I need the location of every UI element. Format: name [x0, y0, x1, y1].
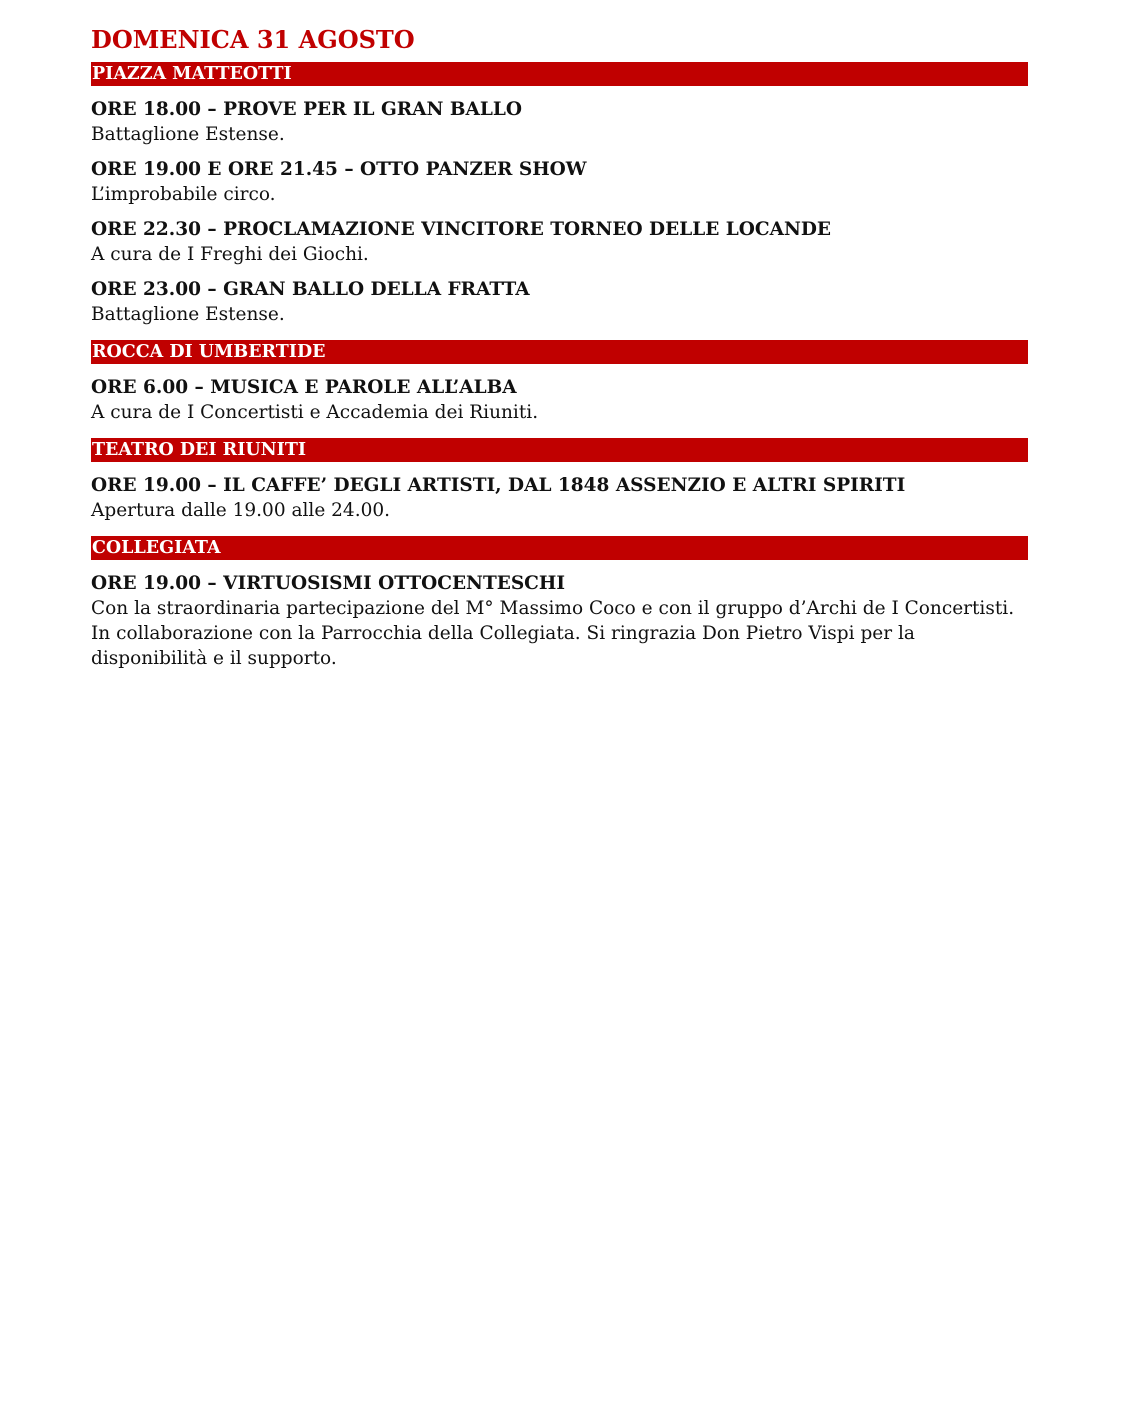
event-description: Apertura dalle 19.00 alle 24.00. [91, 500, 391, 521]
event-description: L’improbabile circo. [91, 184, 276, 205]
event-description: Battaglione Estense. [91, 304, 285, 325]
section-header: ROCCA DI UMBERTIDE [91, 340, 1028, 364]
event-description: Con la straordinaria partecipazione del M° Massimo Coco e con il gruppo d’Archi de I Concertisti. In collaborazione con la Parrocchia della Collegiata. Si ringrazia Don Pietro Vispi per la disponibilità e il supporto. [91, 598, 1015, 669]
event-item [91, 97, 1028, 147]
event-description: Battaglione Estense. [91, 124, 285, 145]
event-description: A cura de I Freghi dei Giochi. [91, 244, 369, 265]
event-title: ORE 19.00 – VIRTUOSISMI OTTOCENTESCHI [91, 573, 566, 594]
event-item [91, 157, 1028, 207]
event-item [91, 473, 1028, 523]
event-list [91, 462, 1028, 534]
program-page [91, 24, 1028, 682]
event-description: A cura de I Concertisti e Accademia dei Riuniti. [91, 402, 539, 423]
event-title: ORE 18.00 – PROVE PER IL GRAN BALLO [91, 99, 522, 120]
event-title: ORE 19.00 – IL CAFFE’ DEGLI ARTISTI, DAL 1848 ASSENZIO E ALTRI SPIRITI [91, 475, 906, 496]
event-list [91, 560, 1028, 682]
event-list [91, 364, 1028, 436]
section-header: TEATRO DEI RIUNITI [91, 438, 1028, 462]
event-item [91, 277, 1028, 327]
event-title: ORE 23.00 – GRAN BALLO DELLA FRATTA [91, 279, 530, 300]
event-item [91, 217, 1028, 267]
section-rocca-di-umbertide [91, 340, 1028, 436]
section-header: COLLEGIATA [91, 536, 1028, 560]
section-teatro-dei-riuniti [91, 438, 1028, 534]
event-item [91, 375, 1028, 425]
day-title: DOMENICA 31 AGOSTO [91, 25, 415, 54]
section-header: PIAZZA MATTEOTTI [91, 62, 1028, 86]
event-title: ORE 22.30 – PROCLAMAZIONE VINCITORE TORNEO DELLE LOCANDE [91, 219, 832, 240]
event-item [91, 571, 1028, 671]
section-piazza-matteotti [91, 62, 1028, 338]
event-title: ORE 6.00 – MUSICA E PAROLE ALL’ALBA [91, 377, 517, 398]
event-title: ORE 19.00 E ORE 21.45 – OTTO PANZER SHOW [91, 159, 587, 180]
section-collegiata [91, 536, 1028, 682]
event-list [91, 86, 1028, 338]
